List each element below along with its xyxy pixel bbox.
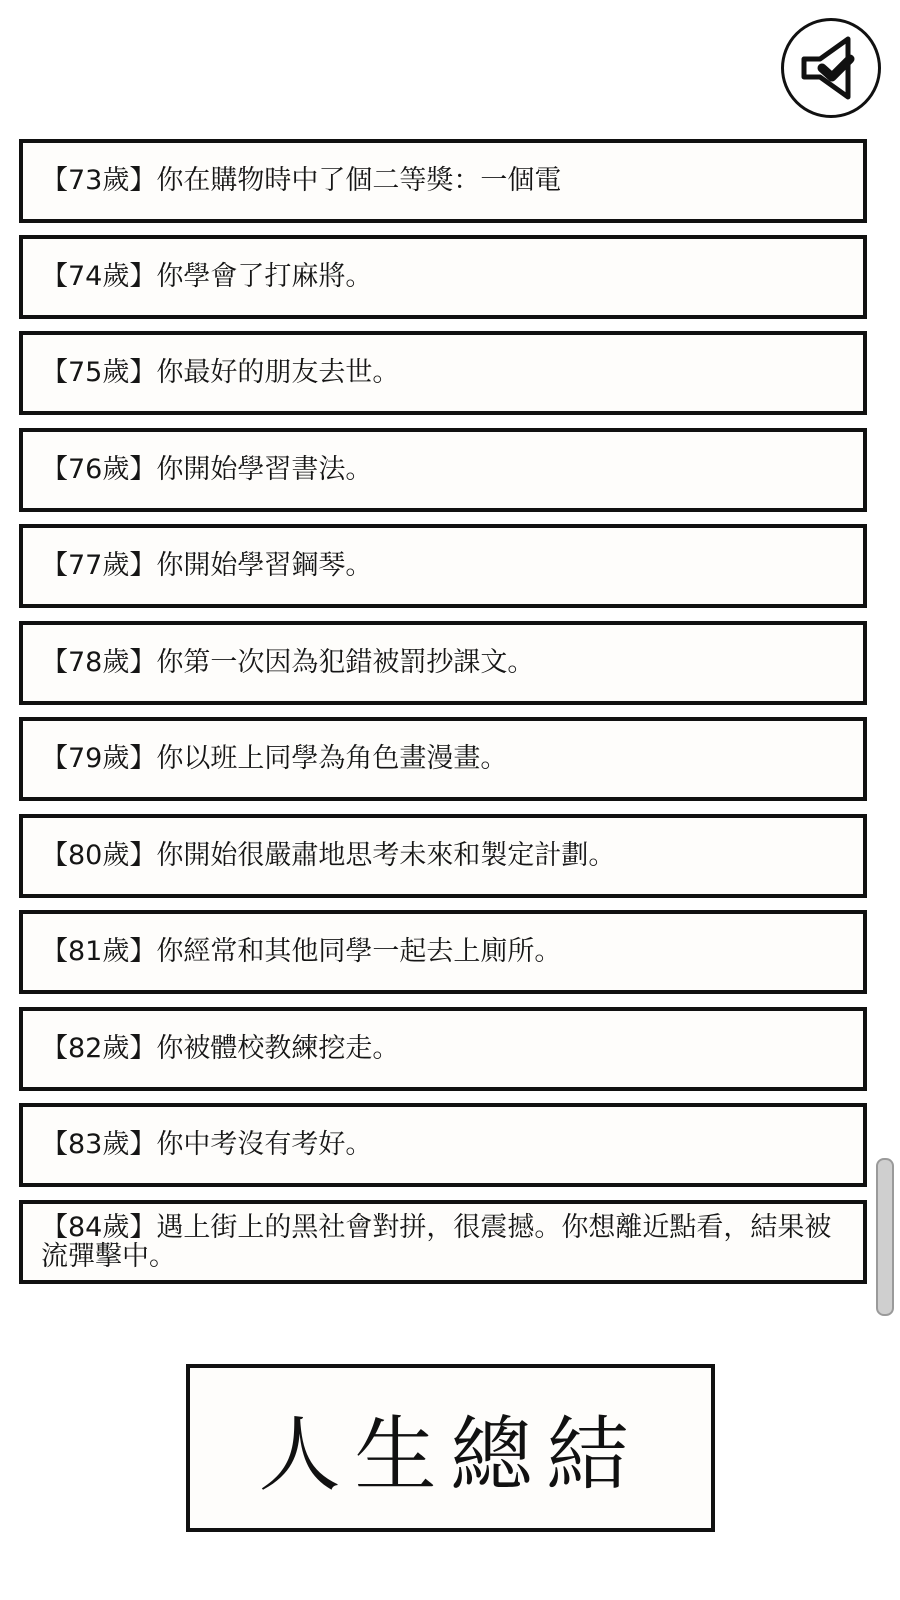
event-age: 【82歲】 [41, 1033, 157, 1064]
event-text: 你最好的朋友去世。 [156, 357, 400, 388]
event-item [19, 814, 867, 898]
event-text: 你經常和其他同學一起去上廁所。 [156, 936, 562, 967]
event-item [19, 1103, 867, 1187]
event-item [19, 717, 867, 801]
event-age: 【76歲】 [41, 454, 157, 485]
sound-toggle-button[interactable] [781, 18, 881, 118]
event-item [19, 910, 867, 994]
event-text: 你第一次因為犯錯被罰抄課文。 [156, 647, 535, 678]
event-age: 【73歲】 [41, 165, 157, 196]
event-text: 你開始學習鋼琴。 [156, 550, 373, 581]
event-item [19, 1200, 867, 1284]
event-age: 【84歲】 [41, 1212, 157, 1243]
event-age: 【80歲】 [41, 840, 157, 871]
summary-button-label: 人生總結 [258, 1407, 643, 1503]
event-text: 你在購物時中了個二等獎：一個電 [156, 165, 562, 196]
event-item [19, 1007, 867, 1091]
event-age: 【78歲】 [41, 647, 157, 678]
event-item [19, 139, 867, 223]
event-text: 你被體校教練挖走。 [156, 1033, 400, 1064]
event-text: 你開始學習書法。 [156, 454, 373, 485]
event-item [19, 524, 867, 608]
event-item [19, 428, 867, 512]
event-item [19, 621, 867, 705]
speaker-muted-check-icon [796, 33, 866, 103]
event-age: 【74歲】 [41, 261, 157, 292]
life-summary-button[interactable] [186, 1364, 715, 1532]
event-text: 遇上街上的黑社會對拼，很震撼。你想離近點看，結果被流彈擊中。 [41, 1212, 832, 1272]
event-age: 【75歲】 [41, 357, 157, 388]
scrollbar-thumb[interactable] [876, 1158, 894, 1316]
event-item [19, 235, 867, 319]
event-age: 【83歲】 [41, 1129, 157, 1160]
event-item [19, 331, 867, 415]
life-event-list[interactable] [19, 139, 867, 1311]
event-age: 【81歲】 [41, 936, 157, 967]
event-age: 【77歲】 [41, 550, 157, 581]
event-text: 你以班上同學為角色畫漫畫。 [156, 743, 508, 774]
event-text: 你開始很嚴肅地思考未來和製定計劃。 [156, 840, 616, 871]
event-age: 【79歲】 [41, 743, 157, 774]
event-text: 你中考沒有考好。 [156, 1129, 373, 1160]
event-text: 你學會了打麻將。 [156, 261, 373, 292]
